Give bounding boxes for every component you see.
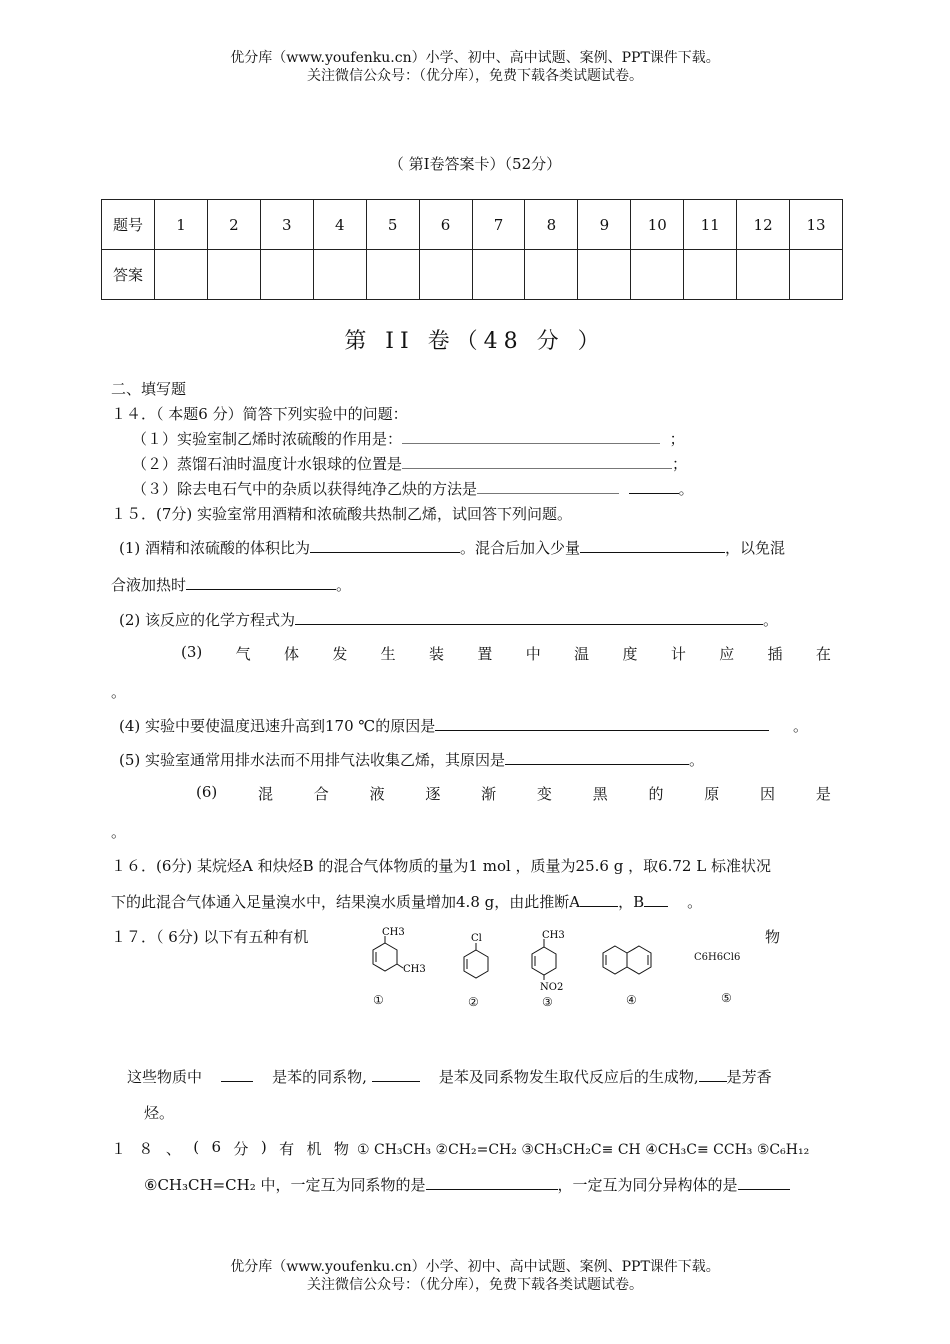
benzene-ring — [464, 950, 488, 978]
answer-blank[interactable] — [295, 610, 763, 625]
q14-stem: １４．（ 本题6 分）简答下列实验中的问题： — [111, 405, 408, 423]
molecule-label-5: ⑤ — [721, 991, 732, 1005]
q18-number-stem — [111, 1138, 349, 1159]
q15-p3-char: 中 — [525, 645, 541, 663]
question-number-cell: 12 — [737, 200, 790, 250]
question-number-cell: 5 — [366, 200, 419, 250]
q15-p6-char: 逐 — [425, 785, 441, 803]
q15-p6-char: 黑 — [592, 785, 608, 803]
question-number-cell: 4 — [313, 200, 366, 250]
molecule-label-2: ② — [468, 995, 479, 1009]
answer-blank[interactable] — [738, 1175, 790, 1190]
q14-sub-1-end: ； — [669, 430, 685, 448]
q15-p3-char: (3) — [181, 643, 203, 661]
part-heading: 二、填写题 — [111, 380, 187, 398]
q17-answer-line — [127, 1066, 772, 1087]
molecule-5-formula: C6H6Cl6 — [694, 952, 741, 963]
q15-p3-char: 气 — [235, 645, 251, 663]
header-line-2: 关注微信公众号：（优分库），免费下载各类试题试卷。 — [307, 68, 643, 84]
q15-part-1 — [119, 537, 785, 558]
section-2-title: 第 II 卷（48 分 ） — [344, 329, 606, 354]
answer-blank[interactable] — [629, 479, 679, 494]
answer-blank[interactable] — [372, 1067, 420, 1082]
q15-p2a: (2) 该反应的化学方程式为 — [119, 611, 296, 629]
question-number-cell: 1 — [155, 200, 208, 250]
m3-nitro-label: NO2 — [540, 982, 564, 993]
q15-p3-char: 插 — [767, 645, 783, 663]
q15-p6-char: 混 — [258, 785, 274, 803]
q18-formulas: ① CH₃CH₃ ②CH₂=CH₂ ③CH₃CH₂C≡ CH ④CH₃C≡ CCH₃ ⑤C₆H₁₂ — [357, 1142, 810, 1158]
q14-sub-3-end: 。 — [678, 480, 694, 498]
q15-p5a: (5) 实验室通常用排水法而不用排气法收集乙烯，其原因是 — [119, 751, 506, 769]
question-number-row — [102, 200, 843, 250]
question-number-cell: 10 — [631, 200, 684, 250]
q15-p6-char: (6) — [196, 783, 218, 801]
q15-p3-char: 计 — [670, 645, 686, 663]
answer-blank[interactable] — [644, 892, 668, 907]
answer-blank[interactable] — [580, 538, 725, 553]
q14-sub-1 — [132, 428, 685, 449]
answer-cell[interactable] — [313, 250, 366, 300]
q14-sub-2 — [132, 453, 687, 474]
answer-blank[interactable] — [477, 479, 619, 494]
q15-p6-char: 的 — [648, 785, 664, 803]
question-number-cell: 7 — [472, 200, 525, 250]
q15-p1a: (1) 酒精和浓硫酸的体积比为 — [119, 539, 311, 557]
q15-p6-char: 渐 — [481, 785, 497, 803]
q18-char: 机 — [306, 1140, 322, 1158]
q15-p3-char: 置 — [477, 645, 493, 663]
answer-cell[interactable] — [260, 250, 313, 300]
molecule-2-chlorobenzene — [455, 930, 500, 985]
q15-p3-char: 生 — [380, 645, 396, 663]
question-number-cell: 13 — [790, 200, 843, 250]
q15-p4a: (4) 实验中要使温度迅速升高到170 ℃的原因是 — [119, 717, 436, 735]
benzene-ring — [532, 947, 556, 975]
q18-char: 分 — [233, 1140, 249, 1158]
q15-p6-end: 。 — [111, 823, 127, 841]
q17-ans-c: 是苯及同系物发生取代反应后的生成物, — [438, 1068, 699, 1086]
answer-cell[interactable] — [207, 250, 260, 300]
q15-p1b: 。混合后加入少量 — [460, 539, 581, 557]
q15-p6-char: 变 — [536, 785, 552, 803]
row-label-number: 题号 — [102, 200, 155, 250]
answer-blank[interactable] — [186, 575, 336, 590]
q17-stem-end: 物 — [765, 928, 781, 946]
question-number-cell: 8 — [525, 200, 578, 250]
q15-p6-char: 是 — [815, 785, 831, 803]
q15-part-4 — [119, 715, 808, 736]
q18-char: ) — [260, 1138, 267, 1156]
answer-cell[interactable] — [737, 250, 790, 300]
footer-line-1: 优分库（www.youfenku.cn）小学、初中、高中试题、案例、PPT课件下载。 — [230, 1259, 720, 1275]
q14-sub-3-text: （３）除去电石气中的杂质以获得纯净乙炔的方法是 — [132, 480, 478, 498]
q18-char: 、 — [165, 1140, 181, 1158]
molecule-label-3: ③ — [542, 995, 553, 1009]
q15-part-3 — [181, 643, 831, 664]
answer-blank[interactable] — [699, 1067, 727, 1082]
q15-part-6 — [196, 783, 831, 804]
q18-line-1 — [111, 1138, 809, 1159]
q15-p5b: 。 — [689, 751, 705, 769]
q16-line-1: １６．(6分) 某烷烃A 和炔烃B 的混合气体物质的量为1 mol ，质量为25.6 g ，取6.72 L 标准状况 — [111, 857, 771, 875]
q15-p4b: 。 — [793, 717, 809, 735]
answer-blank[interactable] — [310, 538, 460, 553]
molecule-3-p-nitrotoluene — [522, 925, 577, 995]
q18-char: １ — [111, 1140, 127, 1158]
q15-p3-end: 。 — [111, 683, 127, 701]
q15-p1d: 合液加热时 — [111, 576, 187, 594]
answer-cell[interactable] — [525, 250, 578, 300]
q17-ans-e: 烃。 — [144, 1104, 175, 1122]
answer-cell[interactable] — [578, 250, 631, 300]
q15-p1e: 。 — [336, 576, 352, 594]
q16-line2b: ，B — [618, 893, 645, 911]
q15-p3-char: 度 — [622, 645, 638, 663]
q18-line2b: ，一定互为同分异构体的是 — [557, 1176, 738, 1194]
q15-p6-char: 因 — [760, 785, 776, 803]
molecule-1-m-xylene — [360, 925, 440, 985]
answer-cell[interactable] — [366, 250, 419, 300]
answer-cell[interactable] — [155, 250, 208, 300]
answer-row — [102, 250, 843, 300]
answer-cell[interactable] — [419, 250, 472, 300]
q14-sub-1-text: （１）实验室制乙烯时浓硫酸的作用是： — [132, 430, 403, 448]
answer-blank[interactable] — [402, 454, 672, 469]
q15-part-2 — [119, 609, 778, 630]
q17-ans-b: 是苯的同系物, — [272, 1068, 367, 1086]
m1-methyl-label-2: CH3 — [403, 964, 426, 975]
q15-p3-char: 发 — [332, 645, 348, 663]
q18-char: ８ — [138, 1140, 154, 1158]
q15-p2b: 。 — [763, 611, 779, 629]
question-number-cell: 11 — [684, 200, 737, 250]
header-line-1: 优分库（www.youfenku.cn）小学、初中、高中试题、案例、PPT课件下载。 — [230, 50, 720, 66]
answer-cell[interactable] — [684, 250, 737, 300]
answer-cell[interactable] — [472, 250, 525, 300]
answer-card-title: （ 第Ⅰ卷答案卡）（52分） — [388, 155, 562, 173]
q15-p3-char: 体 — [283, 645, 299, 663]
question-number-cell: 2 — [207, 200, 260, 250]
q18-line-2 — [144, 1174, 790, 1195]
q17-ans-d: 是芳香 — [726, 1068, 772, 1086]
molecule-label-4: ④ — [626, 993, 637, 1007]
q14-sub-3 — [132, 478, 694, 499]
q17-stem: １７．（ 6分) 以下有五种有机 — [111, 928, 309, 946]
q14-sub-2-text: （２）蒸馏石油时温度计水银球的位置是 — [132, 455, 403, 473]
naphthalene-ring-right — [627, 946, 651, 974]
question-number-cell: 9 — [578, 200, 631, 250]
q15-p6-char: 液 — [369, 785, 385, 803]
answer-cell[interactable] — [790, 250, 843, 300]
q16-line-2 — [111, 891, 702, 912]
m2-chloro-label: Cl — [471, 933, 482, 944]
q16-line2c: 。 — [687, 893, 703, 911]
q16-line2a: 下的此混合气体通入足量溴水中，结果溴水质量增加4.8 g，由此推断A — [111, 893, 581, 911]
q15-part-1-cont — [111, 574, 351, 595]
q15-p3-char: 应 — [719, 645, 735, 663]
naphthalene-ring-left — [603, 946, 627, 974]
q18-char: 6 — [211, 1138, 222, 1156]
answer-blank[interactable] — [505, 750, 689, 765]
molecule-label-1: ① — [373, 993, 384, 1007]
question-number-cell: 3 — [260, 200, 313, 250]
q15-p1c: ，以免混 — [725, 539, 786, 557]
answer-blank[interactable] — [435, 716, 769, 731]
q15-part-5 — [119, 749, 704, 770]
q15-p3-char: 装 — [429, 645, 445, 663]
molecule-4-naphthalene — [595, 940, 665, 980]
answer-blank[interactable] — [426, 1175, 558, 1190]
answer-cell[interactable] — [631, 250, 684, 300]
q18-char: 物 — [333, 1140, 349, 1158]
answer-blank[interactable] — [221, 1067, 253, 1082]
m1-methyl-label: CH3 — [382, 927, 405, 938]
q14-sub-2-end: ； — [672, 455, 688, 473]
q15-stem: １５．(7分) 实验室常用酒精和浓硫酸共热制乙烯，试回答下列问题。 — [111, 505, 573, 523]
q18-char: 有 — [279, 1140, 295, 1158]
q15-p3-char: 在 — [815, 645, 831, 663]
footer-line-2: 关注微信公众号：（优分库），免费下载各类试题试卷。 — [307, 1277, 643, 1293]
answer-card-table — [101, 199, 843, 300]
q18-char: ( — [193, 1138, 200, 1156]
q18-line2a: ⑥CH₃CH=CH₂ 中，一定互为同系物的是 — [144, 1176, 426, 1194]
answer-blank[interactable] — [580, 892, 618, 907]
q15-p6-char: 合 — [313, 785, 329, 803]
q17-ans-a: 这些物质中 — [127, 1068, 203, 1086]
q15-p6-char: 原 — [704, 785, 720, 803]
m3-methyl-label: CH3 — [542, 930, 565, 941]
question-number-cell: 6 — [419, 200, 472, 250]
benzene-ring — [373, 943, 397, 971]
answer-blank[interactable] — [402, 429, 660, 444]
q15-p3-char: 温 — [574, 645, 590, 663]
row-label-answer: 答案 — [102, 250, 155, 300]
